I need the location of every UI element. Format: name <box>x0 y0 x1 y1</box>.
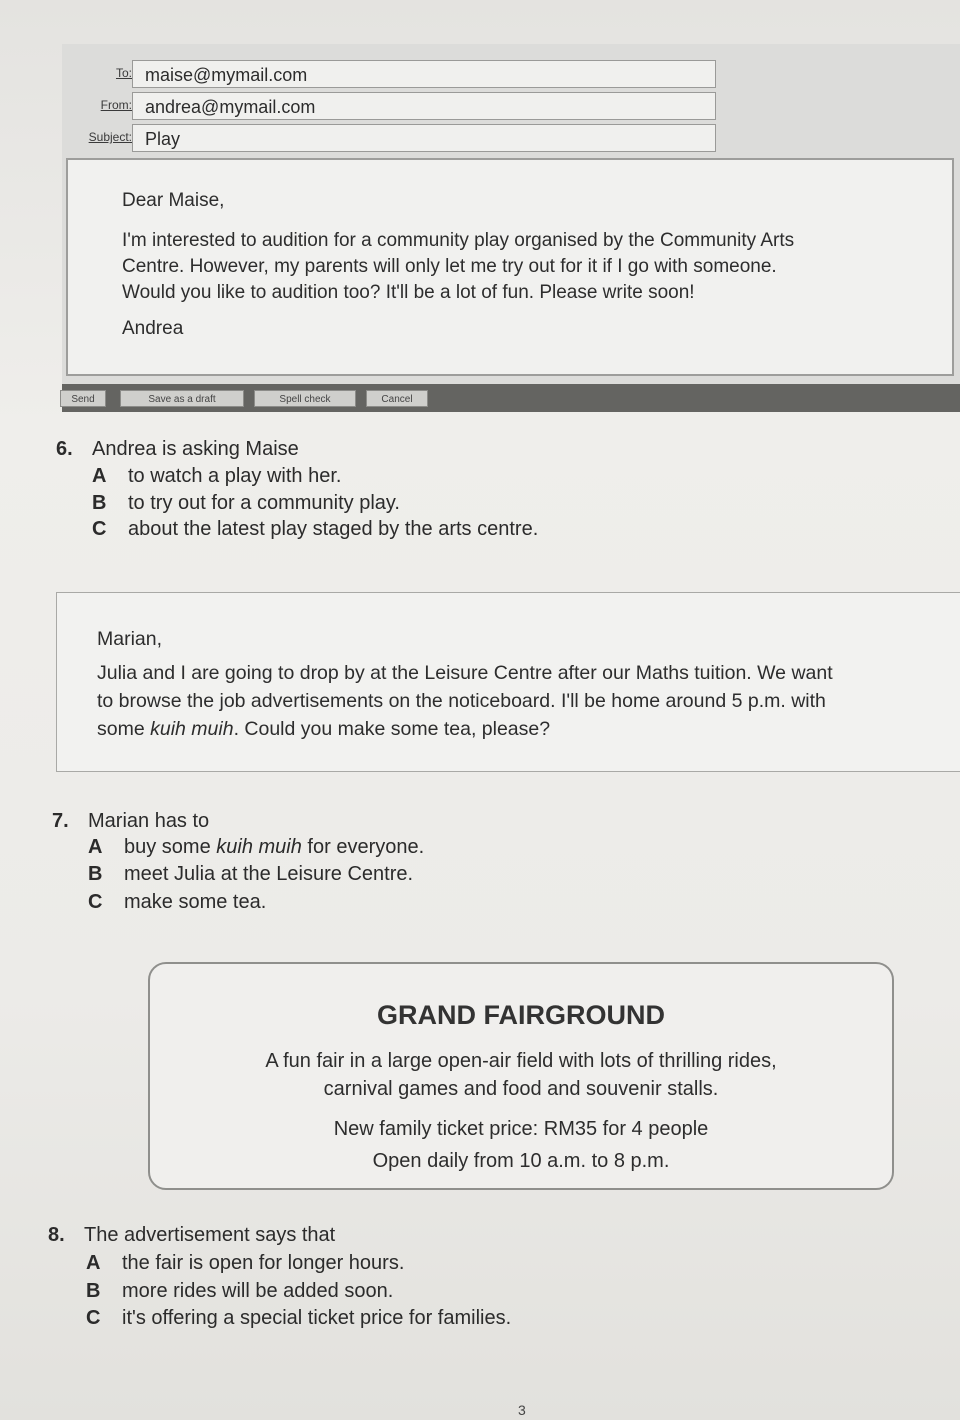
option-a[interactable] <box>92 465 341 488</box>
ad-line: carnival games and food and souvenir stalls. <box>323 1078 719 1100</box>
option-letter: C <box>92 518 107 540</box>
question-stem: The advertisement says that <box>84 1224 336 1246</box>
option-text: to watch a play with her. <box>128 465 342 487</box>
ad-line: A fun fair in a large open-air field with lots of thrilling rides, <box>265 1050 777 1072</box>
email-signature: Andrea <box>122 318 184 339</box>
subject-row <box>62 124 722 154</box>
option-italic-text: kuih muih <box>216 836 302 858</box>
subject-field[interactable]: Play <box>132 124 716 152</box>
to-row <box>62 60 722 90</box>
question-7 <box>52 810 209 833</box>
save-draft-button[interactable]: Save as a draft <box>120 390 244 407</box>
option-text: for everyone. <box>301 836 425 858</box>
note-line: Julia and I are going to drop by at the Leisure Centre after our Maths tuition. We want <box>97 662 833 684</box>
question-stem: Andrea is asking Maise <box>92 438 299 460</box>
option-letter: B <box>92 492 107 514</box>
note-line <box>97 715 550 743</box>
question-number: 7. <box>52 810 69 832</box>
subject-label: Subject: <box>88 130 132 144</box>
note-line: to browse the job advertisements on the noticeboard. I'll be home around 5 p.m. with <box>97 690 826 712</box>
note-card <box>56 592 960 772</box>
option-a[interactable] <box>86 1252 404 1275</box>
option-text: buy some <box>124 836 217 858</box>
ad-line: Open daily from 10 a.m. to 8 p.m. <box>372 1150 670 1172</box>
spell-check-button[interactable]: Spell check <box>254 390 356 407</box>
email-line: Centre. However, my parents will only let me try out for it if I go with someone. <box>122 256 777 277</box>
option-text: about the latest play staged by the arts centre. <box>128 518 539 540</box>
option-b[interactable] <box>86 1280 393 1303</box>
email-line: Would you like to audition too? It'll be a lot of fun. Please write soon! <box>122 282 695 303</box>
email-greeting: Dear Maise, <box>122 190 225 211</box>
option-b[interactable] <box>88 863 413 886</box>
ad-line: New family ticket price: RM35 for 4 people <box>333 1118 709 1140</box>
question-8 <box>48 1224 335 1247</box>
question-number: 6. <box>56 438 73 460</box>
send-button[interactable]: Send <box>60 390 106 407</box>
option-text: meet Julia at the Leisure Centre. <box>124 863 414 885</box>
note-line-text: . Could you make some tea, please? <box>233 718 551 740</box>
option-letter: A <box>92 465 107 487</box>
to-field[interactable]: maise@mymail.com <box>132 60 716 88</box>
option-letter: B <box>88 863 103 885</box>
from-label: From: <box>100 98 132 112</box>
cancel-button[interactable]: Cancel <box>366 390 428 407</box>
option-c[interactable] <box>92 518 538 541</box>
option-text: make some tea. <box>124 891 267 913</box>
option-text: the fair is open for longer hours. <box>122 1252 405 1274</box>
page-number: 3 <box>518 1402 526 1418</box>
option-letter: C <box>86 1307 101 1329</box>
option-text: more rides will be added soon. <box>122 1280 394 1302</box>
option-text: to try out for a community play. <box>128 492 400 514</box>
question-6 <box>56 438 299 461</box>
option-letter: A <box>88 836 103 858</box>
note-italic-text: kuih muih <box>150 718 234 740</box>
email-window <box>62 44 960 412</box>
question-number: 8. <box>48 1224 65 1246</box>
advertisement-box <box>148 962 894 1190</box>
from-row <box>62 92 722 122</box>
email-toolbar <box>62 384 960 412</box>
option-letter: B <box>86 1280 101 1302</box>
option-c[interactable] <box>86 1307 511 1330</box>
option-letter: A <box>86 1252 101 1274</box>
email-line: I'm interested to audition for a community play organised by the Community Arts <box>122 230 795 251</box>
to-label: To: <box>115 66 132 80</box>
ad-title: GRAND FAIRGROUND <box>377 1000 665 1030</box>
from-field[interactable]: andrea@mymail.com <box>132 92 716 120</box>
note-greeting: Marian, <box>97 628 163 650</box>
email-body[interactable] <box>66 158 954 376</box>
option-c[interactable] <box>88 891 266 914</box>
option-b[interactable] <box>92 492 400 515</box>
question-stem: Marian has to <box>88 810 210 832</box>
option-text: it's offering a special ticket price for families. <box>122 1307 512 1329</box>
option-letter: C <box>88 891 103 913</box>
note-line-text: some <box>97 718 151 740</box>
option-a[interactable] <box>88 836 424 859</box>
